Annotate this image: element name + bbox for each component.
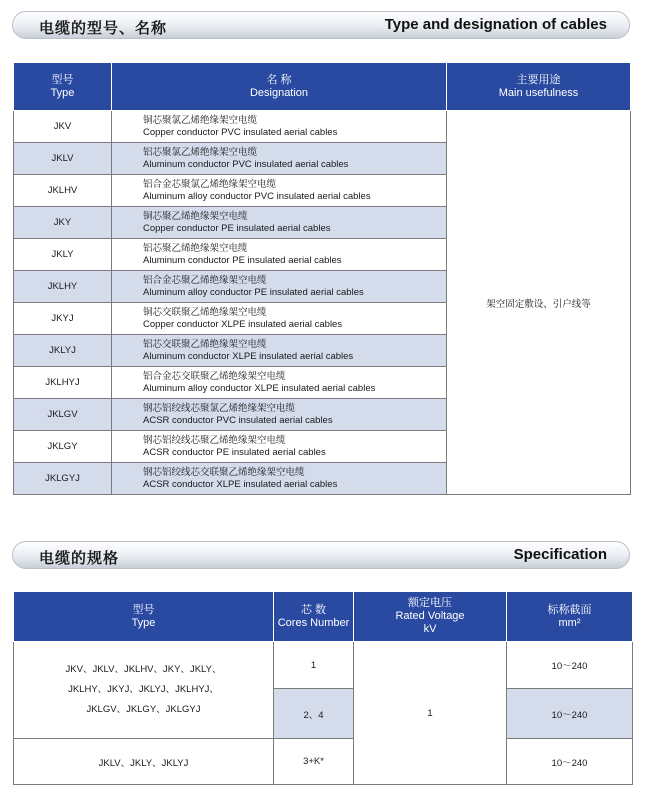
type-cell: JKLHY [14,271,112,303]
header-voltage-en: Rated Voltage [395,610,465,622]
type-cell: JKLHYJ [14,367,112,399]
type-cell: JKLYJ [14,335,112,367]
area-cell: 10～240 [507,739,633,785]
table-row [14,739,633,785]
type-designation-table [13,62,631,495]
designation-cell [112,207,447,239]
designation-cn: 铜芯聚乙烯绝缘架空电缆 [143,210,248,222]
table2-header-row [14,592,633,642]
area-cell: 10～240 [507,689,633,739]
designation-cn: 钢芯铝绞线芯聚乙烯绝缘架空电缆 [143,434,286,446]
type-list-line: JKLHY、JKYJ、JKLYJ、JKLHYJ、 [68,684,219,695]
type-group-1 [14,642,274,739]
header-type-cn: 型号 [51,73,74,86]
designation-cell [112,431,447,463]
area-cell: 10～240 [507,642,633,689]
designation-en: Aluminum conductor PVC insulated aerial cables [143,158,349,170]
designation-en: Aluminum alloy conductor PE insulated aerial cables [143,286,364,298]
rated-voltage-cell: 1 [354,642,507,785]
header-voltage [354,592,507,642]
designation-en: Aluminum conductor XLPE insulated aerial cables [143,350,354,362]
designation-cn: 铝合金芯聚乙烯绝缘架空电缆 [143,274,267,286]
designation-cell [112,367,447,399]
section1-title-cn: 电缆的型号、名称 [39,20,168,37]
designation-cn: 铝芯聚氯乙烯绝缘架空电缆 [143,146,258,158]
designation-cell [112,271,447,303]
designation-en: ACSR conductor XLPE insulated aerial cables [143,478,338,490]
designation-en: ACSR conductor PE insulated aerial cables [143,446,326,458]
header-area [507,592,633,642]
designation-cell [112,239,447,271]
designation-cn: 铝芯交联聚乙烯绝缘架空电缆 [143,338,267,350]
designation-en: Aluminum alloy conductor XLPE insulated aerial cables [143,382,376,394]
type-list-line: JKV、JKLV、JKLHV、JKY、JKLY、 [65,664,222,675]
header-usefulness-en: Main usefulness [498,86,579,99]
header-cores-en: Cores Number [277,616,350,629]
usefulness-cell: 架空固定敷设、引户线等 [447,111,631,495]
designation-cell [112,111,447,143]
type-cell: JKLGY [14,431,112,463]
section1-title-en: Type and designation of cables [384,16,607,33]
type-cell: JKV [14,111,112,143]
table1-header-row [14,63,631,111]
cores-cell: 1 [274,642,354,689]
type-cell: JKLV [14,143,112,175]
header-type [14,63,112,111]
designation-en: Copper conductor XLPE insulated aerial cables [143,318,343,330]
table-row [14,111,631,143]
type-cell: JKYJ [14,303,112,335]
designation-cell [112,303,447,335]
type-cell: JKY [14,207,112,239]
header-voltage-unit: kV [423,623,437,635]
cores-cell: 3+K* [274,739,354,785]
header-cores [274,592,354,642]
header-voltage-cn: 额定电压 [408,597,452,609]
specification-table [13,591,633,785]
header-designation-en: Designation [249,86,309,99]
designation-en: Copper conductor PE insulated aerial cables [143,222,331,234]
designation-cn: 铜芯聚氯乙烯绝缘架空电缆 [143,114,258,126]
header-usefulness [447,63,631,111]
type-list-line: JKLGV、JKLGY、JKLGYJ [86,704,201,715]
cores-cell: 2、4 [274,689,354,739]
designation-cn: 铝合金芯交联聚乙烯绝缘架空电缆 [143,370,286,382]
designation-en: Aluminum alloy conductor PVC insulated aerial cables [143,190,371,202]
designation-en: Aluminum conductor PE insulated aerial cables [143,254,342,266]
designation-cn: 铝合金芯聚氯乙烯绝缘架空电缆 [143,178,277,190]
section2-title-cn: 电缆的规格 [39,550,120,567]
designation-cell [112,463,447,495]
type-cell: JKLHV [14,175,112,207]
designation-cell [112,399,447,431]
type-cell: JKLGV [14,399,112,431]
type-cell: JKLGYJ [14,463,112,495]
header-area-cn: 标称截面 [547,603,592,616]
type-group-2: JKLV、JKLY、JKLYJ [14,739,274,785]
designation-cn: 钢芯铝绞线芯交联聚乙烯绝缘架空电缆 [143,466,305,478]
designation-en: Copper conductor PVC insulated aerial cables [143,126,338,138]
section1-banner [12,11,630,39]
designation-cell [112,143,447,175]
header-designation-cn: 名 称 [266,73,292,86]
section2-title-en: Specification [513,546,607,563]
header-spec-type-cn: 型号 [132,603,155,616]
table-row [14,642,633,689]
header-area-unit: mm² [558,616,581,629]
designation-cn: 钢芯铝绞线芯聚氯乙烯绝缘架空电缆 [143,402,296,414]
header-spec-type-en: Type [131,616,156,629]
designation-cell [112,175,447,207]
header-cores-cn: 芯 数 [300,603,327,616]
header-spec-type [14,592,274,642]
designation-en: ACSR conductor PVC insulated aerial cables [143,414,333,426]
section2-banner [12,541,630,569]
header-designation [112,63,447,111]
type-cell: JKLY [14,239,112,271]
header-type-en: Type [50,86,75,99]
header-usefulness-cn: 主要用途 [516,73,561,86]
designation-cell [112,335,447,367]
designation-cn: 铜芯交联聚乙烯绝缘架空电缆 [143,306,267,318]
designation-cn: 铝芯聚乙烯绝缘架空电缆 [143,242,248,254]
